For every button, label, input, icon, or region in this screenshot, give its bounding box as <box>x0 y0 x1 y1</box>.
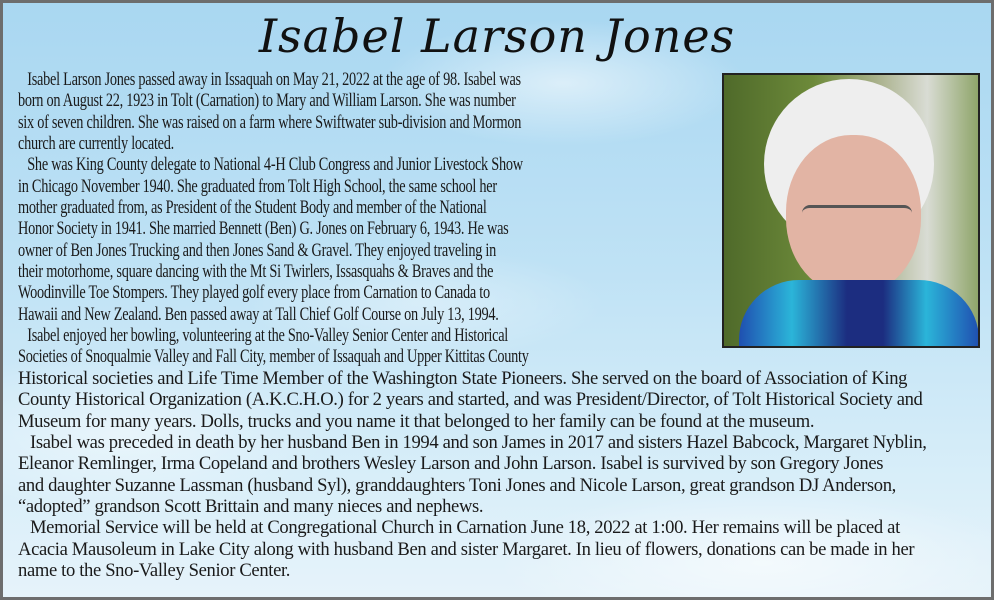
text-line: born on August 22, 1923 in Tolt (Carnation) to Mary and William Larson. She was number <box>18 90 516 112</box>
text-line: in Chicago November 1940. She graduated from Tolt High School, the same school her <box>18 175 497 197</box>
text-line: Woodinville Toe Stompers. They played golf every place from Carnation to Canada to <box>18 282 490 304</box>
text-line: Societies of Snoqualmie Valley and Fall City, member of Issaquah and Upper Kittitas County <box>18 346 529 368</box>
text-line: Historical societies and Life Time Member of the Washington State Pioneers. She served on the board of Association of King <box>18 367 908 389</box>
text-line: Isabel enjoyed her bowling, volunteering at the Sno-Valley Senior Center and Historical <box>27 325 508 347</box>
text-line: Isabel Larson Jones passed away in Issaquah on May 21, 2022 at the age of 98. Isabel was <box>27 69 521 90</box>
text-line: Isabel was preceded in death by her husband Ben in 1994 and son James in 2017 and sisters Hazel Babcock, Margaret Nyblin, <box>30 431 927 453</box>
text-line: six of seven children. She was raised on a farm where Swiftwater sub-division and Mormon <box>18 111 522 133</box>
text-line: She was King County delegate to National 4-H Club Congress and Junior Livestock Show <box>27 154 523 176</box>
text-line: Museum for many years. Dolls, trucks and you name it that belonged to her family can be found at the museum. <box>18 410 815 432</box>
obituary-page <box>3 3 991 597</box>
text-line: name to the Sno-Valley Senior Center. <box>18 559 291 581</box>
obituary-title: Isabel Larson Jones <box>258 9 736 63</box>
text-line: “adopted” grandson Scott Brittain and many nieces and nephews. <box>18 495 484 517</box>
text-line: Acacia Mausoleum in Lake City along with husband Ben and sister Margaret. In lieu of flowers, donations can be made in her <box>18 538 915 560</box>
text-line: Eleanor Remlinger, Irma Copeland and brothers Wesley Larson and John Larson. Isabel is survived by son Gregory Jones <box>18 453 884 475</box>
text-line: Honor Society in 1941. She married Bennett (Ben) G. Jones on February 6, 1943. He was <box>18 218 509 240</box>
obituary-text <box>18 69 927 581</box>
text-line: County Historical Organization (A.K.C.H.O.) for 2 years and started, and was President/Director, of Tolt Historical Society and <box>18 389 923 411</box>
text-line: Hawaii and New Zealand. Ben passed away at Tall Chief Golf Course on July 13, 1994. <box>18 303 499 325</box>
text-line: church are currently located. <box>18 133 174 155</box>
text-line: their motorhome, square dancing with the Mt Si Twirlers, Issasquahs & Braves and the <box>18 261 494 283</box>
text-line: Memorial Service will be held at Congregational Church in Carnation June 18, 2022 at 1:00. Her remains will be placed at <box>30 517 900 539</box>
text-line: and daughter Suzanne Lassman (husband Syl), granddaughters Toni Jones and Nicole Larson, great grandson DJ Anderson, <box>18 474 896 496</box>
text-line: mother graduated from, as President of the Student Body and member of the National <box>18 197 487 219</box>
text-line: owner of Ben Jones Trucking and then Jones Sand & Gravel. They enjoyed traveling in <box>18 239 497 261</box>
